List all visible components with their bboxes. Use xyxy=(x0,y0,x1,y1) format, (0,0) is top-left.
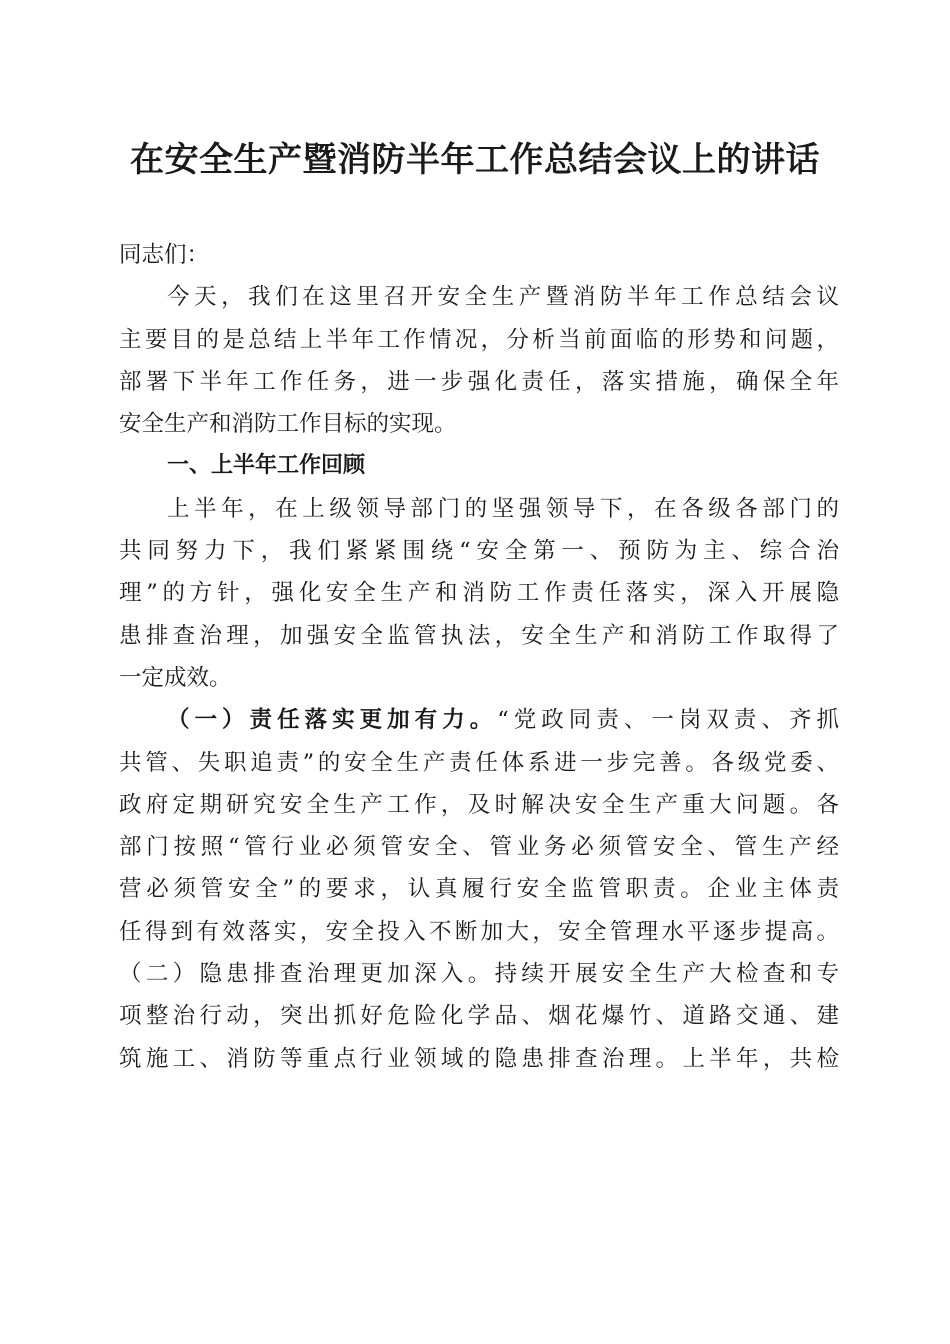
document-title: 在安全生产暨消防半年工作总结会议上的讲话 xyxy=(130,140,820,180)
item-one-text: “党政同责、一岗双责、齐抓 xyxy=(497,707,839,734)
section-one-line: 上半年，在上级领导部门的坚强领导下，在各级各部门的 xyxy=(167,495,839,522)
item-one-line: 政府定期研究安全生产工作，及时解决安全生产重大问题。各 xyxy=(119,791,839,818)
item-one-line: 共管、失职追责”的安全生产责任体系进一步完善。各级党委、 xyxy=(119,749,839,776)
intro-line: 安全生产和消防工作目标的实现。 xyxy=(119,411,457,438)
item-two-line: （二）隐患排查治理更加深入。持续开展安全生产大检查和专 xyxy=(119,961,839,988)
item-one-line: 营必须管安全”的要求，认真履行安全监管职责。企业主体责 xyxy=(119,876,839,903)
section-heading: 一、上半年工作回顾 xyxy=(167,453,366,479)
item-two-line: 筑施工、消防等重点行业领域的隐患排查治理。上半年，共检 xyxy=(119,1045,839,1072)
item-one-line: 部门按照“管行业必须管安全、管业务必须管安全、管生产经 xyxy=(119,834,839,861)
item-one-lead: （一）责任落实更加有力。 xyxy=(167,707,498,734)
item-one-first-line xyxy=(119,699,839,741)
salutation: 同志们： xyxy=(119,242,210,268)
document-body xyxy=(119,234,839,1080)
section-one-line: 理”的方针，强化安全生产和消防工作责任落实，深入开展隐 xyxy=(119,580,839,607)
section-one-line: 患排查治理，加强安全监管执法，安全生产和消防工作取得了 xyxy=(119,622,839,649)
intro-line: 今天，我们在这里召开安全生产暨消防半年工作总结会议 xyxy=(167,284,839,311)
item-one-line: 任得到有效落实，安全投入不断加大，安全管理水平逐步提高。 xyxy=(119,918,839,945)
intro-line: 主要目的是总结上半年工作情况，分析当前面临的形势和问题， xyxy=(119,326,839,353)
section-one-line: 共同努力下，我们紧紧围绕“安全第一、预防为主、综合治 xyxy=(119,538,839,565)
section-one-line: 一定成效。 xyxy=(119,664,232,691)
item-two-line: 项整治行动，突出抓好危险化学品、烟花爆竹、道路交通、建 xyxy=(119,1003,839,1030)
intro-line: 部署下半年工作任务，进一步强化责任，落实措施，确保全年 xyxy=(119,368,839,395)
